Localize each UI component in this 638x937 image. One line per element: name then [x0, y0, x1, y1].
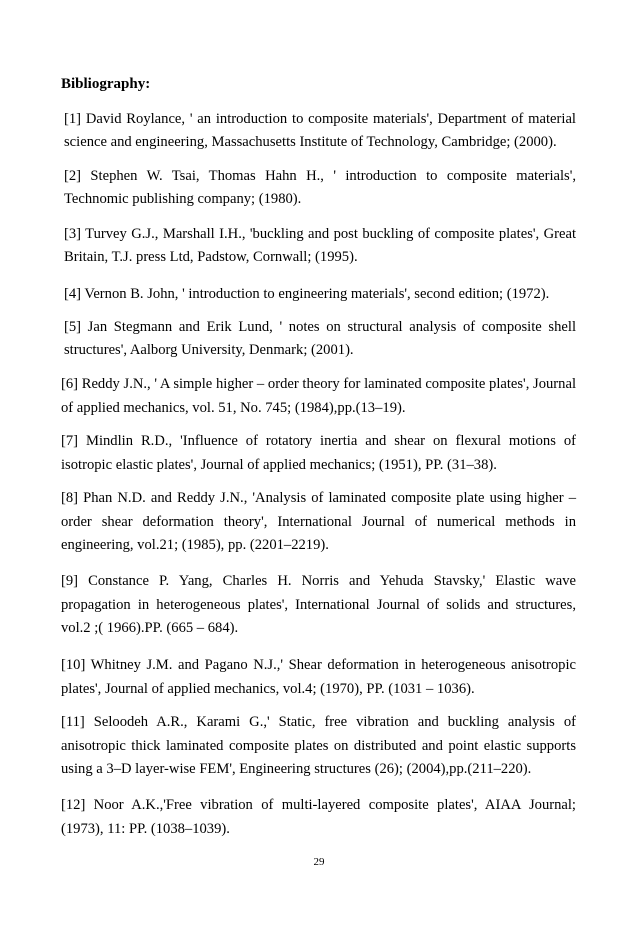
reference-11: [11] Seloodeh A.R., Karami G.,' Static, free vibration and buckling analysis of anisotropic thick laminated composite plates on distributed and point elastic supports using a 3–D layer-wise FEM', Engineering structures (26); (2004),pp.(211–220).: [61, 714, 576, 777]
reference-5: [5] Jan Stegmann and Erik Lund, ' notes on structural analysis of composite shell structures', Aalborg University, Denmark; (2001).: [64, 319, 576, 358]
reference-10: [10] Whitney J.M. and Pagano N.J.,' Shear deformation in heterogeneous anisotropic plates', Journal of applied mechanics, vol.4; (1970), PP. (1031 – 1036).: [61, 657, 576, 697]
reference-6: [6] Reddy J.N., ' A simple higher – order theory for laminated composite plates', Journal of applied mechanics, vol. 51, No. 745; (1984),pp.(13–19).: [61, 376, 576, 416]
reference-3: [3] Turvey G.J., Marshall I.H., 'buckling and post buckling of composite plates', Great Britain, T.J. press Ltd, Padstow, Cornwall; (1995).: [64, 226, 576, 265]
reference-9: [9] Constance P. Yang, Charles H. Norris and Yehuda Stavsky,' Elastic wave propagation in heterogeneous plates', International Journal of solids and structures, vol.2 ;( 1966).PP. (665 – 684).: [61, 573, 576, 636]
bibliography-heading: Bibliography:: [61, 76, 151, 92]
reference-4: [4] Vernon B. John, ' introduction to engineering materials', second edition; (1972).: [64, 286, 550, 302]
page-number: 29: [313, 856, 325, 868]
reference-8: [8] Phan N.D. and Reddy J.N., 'Analysis of laminated composite plate using higher – order shear deformation theory', International Journal of numerical methods in engineering, vol.21; (1985), pp. (2201–2219).: [61, 490, 576, 553]
reference-12: [12] Noor A.K.,'Free vibration of multi-layered composite plates', AIAA Journal; (1973), 11: PP. (1038–1039).: [61, 797, 576, 837]
reference-1: [1] David Roylance, ' an introduction to composite materials', Department of material science and engineering, Massachusetts Institute of Technology, Cambridge; (2000).: [64, 111, 576, 150]
reference-2: [2] Stephen W. Tsai, Thomas Hahn H., ' introduction to composite materials', Technomic publishing company; (1980).: [64, 168, 576, 207]
reference-7: [7] Mindlin R.D., 'Influence of rotatory inertia and shear on flexural motions of isotropic elastic plates', Journal of applied mechanics; (1951), PP. (31–38).: [61, 433, 576, 473]
